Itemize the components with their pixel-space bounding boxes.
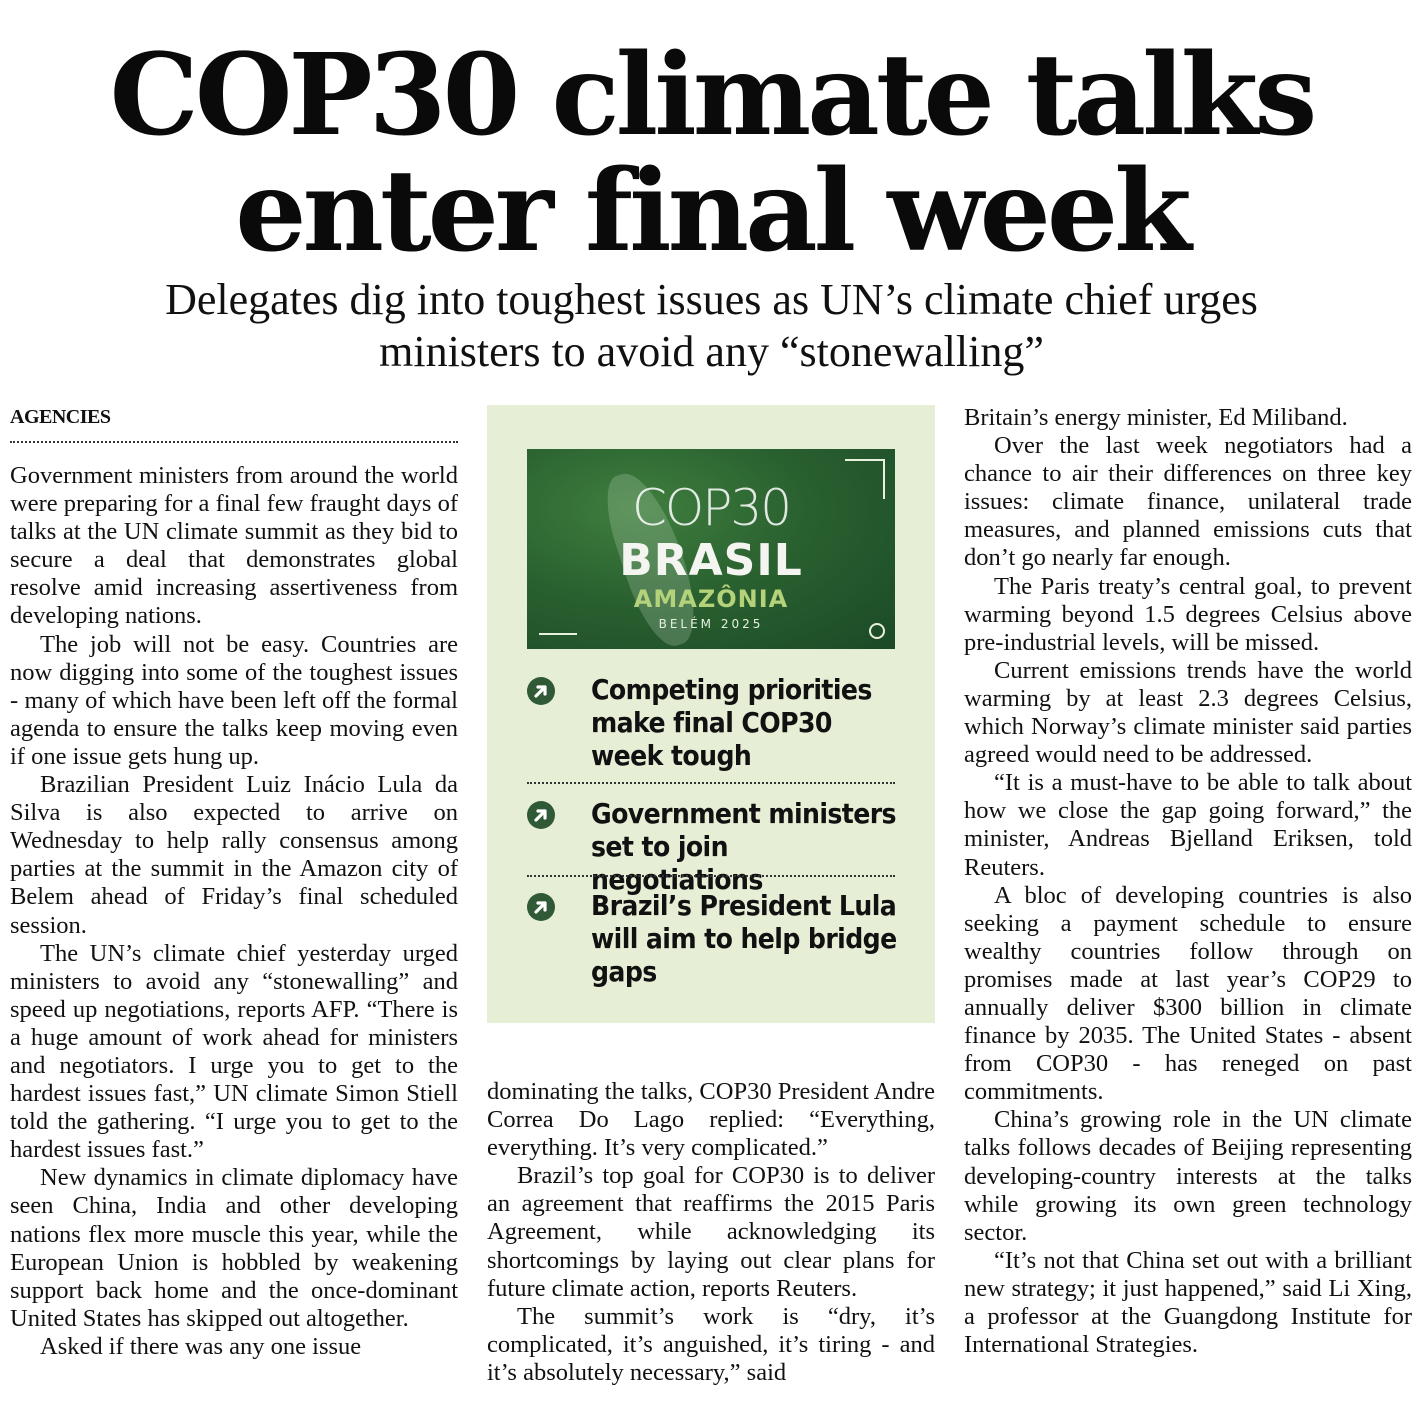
logo-brasil-text: BRASIL: [619, 535, 803, 586]
highlights-sidebar: [487, 405, 935, 1023]
headline-line-1: COP30 climate talks: [109, 30, 1314, 161]
paragraph: “It’s not that China set out with a brilliant new strategy; it just happened,” said Li Xing, a professor at the Guangdong Institute for International Strategies.: [964, 1246, 1412, 1359]
paragraph: Brazilian President Luiz Inácio Lula da Silva is also expected to arrive on Wednesday to help rally consensus among parties at the summit in the Amazon city of Belem ahead of Friday’s final scheduled session.: [10, 771, 458, 939]
paragraph: Over the last week negotiators had a chance to air their differences on three key issues: climate finance, unilateral trade measures, and planned emissions cuts that don’t go nearly far enough.: [964, 432, 1412, 572]
logo-belem-text: BELÉM 2025: [658, 617, 764, 631]
paragraph: China’s growing role in the UN climate talks follows decades of Beijing representing developing-country interests at the talks while growing its own green technology sector.: [964, 1106, 1412, 1246]
article-column-3: [964, 404, 1412, 1359]
arrow-up-right-icon: [527, 677, 555, 705]
paragraph: New dynamics in climate diplomacy have seen China, India and other developing nations flex more muscle this year, while the European Union is hobbled by weakening support back home and the once-dominant United States has skipped out altogether.: [10, 1164, 458, 1332]
byline: AGENCIES: [10, 406, 111, 428]
highlight-text: Brazil’s President Lula will aim to help bridge gaps: [591, 889, 897, 988]
paragraph: Asked if there was any one issue: [40, 1332, 362, 1360]
paragraph: The job will not be easy. Countries are now digging into some of the toughest issues - many of which have been left off the formal agenda to ensure the talks keep moving even if one issue gets hung up.: [10, 630, 458, 770]
cop30-logo-image: [527, 449, 895, 649]
paragraph: dominating the talks, COP30 President Andre Correa Do Lago replied: “Everything, everything. It’s very complicated.”: [487, 1078, 935, 1162]
paragraph: The Paris treaty’s central goal, to prevent warming beyond 1.5 degrees Celsius above pre-industrial levels, will be missed.: [964, 572, 1412, 656]
paragraph: The summit’s work is “dry, it’s complicated, it’s anguished, it’s tiring - and it’s absolutely necessary,” said: [487, 1302, 935, 1386]
subhead-line-1: Delegates dig into toughest issues as UN’s climate chief urges: [165, 275, 1258, 324]
logo-cop-text: COP30: [631, 479, 791, 537]
paragraph: Britain’s energy minister, Ed Miliband.: [964, 404, 1348, 431]
subheadline: [40, 274, 1383, 378]
paragraph: “It is a must-have to be able to talk about how we close the gap going forward,” the minister, Andreas Bjelland Eriksen, told Reuters.: [964, 769, 1412, 881]
logo-amazonia-text: AMAZÔNIA: [633, 585, 789, 613]
article-column-2: [487, 1078, 935, 1387]
headline-line-2: enter final week: [235, 146, 1188, 277]
arrow-up-right-icon: [527, 801, 555, 829]
paragraph: The UN’s climate chief yesterday urged ministers to avoid any “stonewalling” and speed up negotiations, reports AFP. “There is a huge amount of work ahead for ministers and negotiators. I urge you to get to the hardest issues fast,” UN climate Simon Stiell told the gathering. “I urge you to get to the hardest issues fast.”: [10, 939, 458, 1164]
highlight-text: Government ministers set to join negotiations: [591, 797, 896, 896]
point-divider: [527, 875, 895, 877]
subhead-line-2: ministers to avoid any “stonewalling”: [379, 327, 1044, 376]
paragraph: Current emissions trends have the world warming by at least 2.3 degrees Celsius, which Norway’s climate minister said parties agreed would need to be addressed.: [964, 656, 1412, 769]
highlight-text: Competing priorities make final COP30 week tough: [591, 673, 872, 772]
point-divider: [527, 782, 895, 784]
article-column-1: [10, 462, 458, 1361]
byline-divider: [10, 441, 458, 443]
paragraph: A bloc of developing countries is also seeking a payment schedule to ensure wealthy countries follow through on promises made at last year’s COP29 to annually deliver $300 billion in climate finance by 2035. The United States - absent from COP30 - has reneged on past commitments.: [964, 881, 1412, 1106]
paragraph: Government ministers from around the world were preparing for a final few fraught days of talks at the UN climate summit as they bid to secure a deal that demonstrates global resolve amid increasing assertiveness from developing nations.: [10, 462, 458, 630]
corner-line: [539, 633, 577, 635]
arrow-up-right-icon: [527, 893, 555, 921]
headline: [0, 30, 1423, 277]
paragraph: Brazil’s top goal for COP30 is to deliver an agreement that reaffirms the 2015 Paris Agreement, while acknowledging its shortcomings by laying out clear plans for future climate action, reports Reuters.: [487, 1162, 935, 1302]
